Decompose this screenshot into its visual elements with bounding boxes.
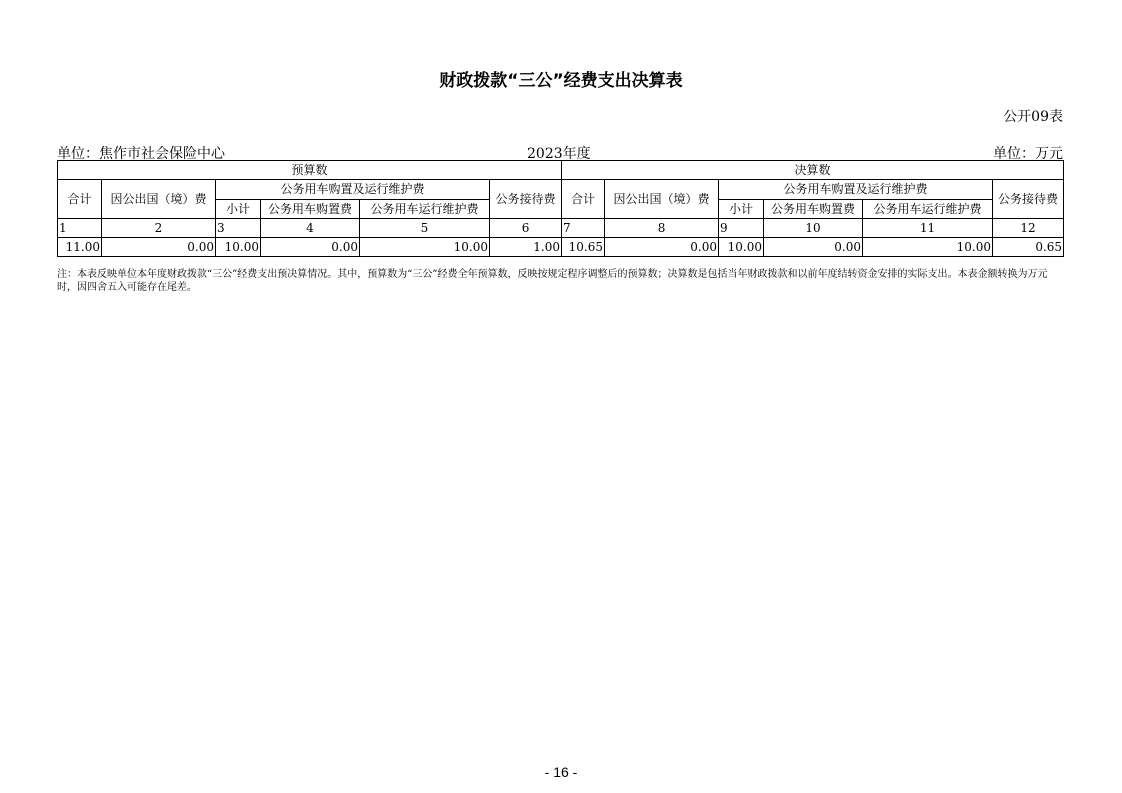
final-reception-value: 0.65 bbox=[993, 238, 1064, 257]
final-abroad-value: 0.00 bbox=[605, 238, 719, 257]
final-subtotal-header: 小计 bbox=[719, 199, 764, 219]
budget-vehicle-purchase-header: 公务用车购置费 bbox=[261, 199, 360, 219]
col-number: 3 bbox=[216, 219, 261, 238]
fiscal-year: 2023年度 bbox=[527, 146, 591, 162]
form-number: 公开09表 bbox=[1003, 109, 1063, 125]
budget-abroad-header: 因公出国（境）费 bbox=[102, 180, 216, 219]
budget-reception-header: 公务接待费 bbox=[490, 180, 562, 219]
col-number: 2 bbox=[102, 219, 216, 238]
final-vehicle-purchase-header: 公务用车购置费 bbox=[764, 199, 863, 219]
col-number: 11 bbox=[863, 219, 993, 238]
col-number: 12 bbox=[993, 219, 1064, 238]
col-number: 4 bbox=[261, 219, 360, 238]
column-header-row bbox=[58, 180, 1064, 200]
col-number: 8 bbox=[605, 219, 719, 238]
final-vehicle-operation-header: 公务用车运行维护费 bbox=[863, 199, 993, 219]
budget-subtotal-header: 小计 bbox=[216, 199, 261, 219]
final-reception-header: 公务接待费 bbox=[993, 180, 1064, 219]
budget-subtotal-value: 10.00 bbox=[216, 238, 261, 257]
col-number: 9 bbox=[719, 219, 764, 238]
three-public-expenses-table bbox=[57, 160, 1064, 257]
final-vehicle-operation-value: 10.00 bbox=[863, 238, 993, 257]
value-row bbox=[58, 238, 1064, 257]
currency-unit: 单位：万元 bbox=[993, 146, 1063, 162]
budget-vehicle-operation-value: 10.00 bbox=[360, 238, 490, 257]
final-group-header: 决算数 bbox=[562, 161, 1064, 180]
final-vehicle-group-header: 公务用车购置及运行维护费 bbox=[719, 180, 993, 200]
final-vehicle-purchase-value: 0.00 bbox=[764, 238, 863, 257]
budget-reception-value: 1.00 bbox=[490, 238, 562, 257]
col-number: 7 bbox=[562, 219, 605, 238]
col-number: 5 bbox=[360, 219, 490, 238]
reporting-unit: 单位：焦作市社会保险中心 bbox=[57, 146, 225, 162]
table-title: 财政拨款“三公”经费支出决算表 bbox=[439, 71, 683, 91]
budget-vehicle-purchase-value: 0.00 bbox=[261, 238, 360, 257]
final-total-value: 10.65 bbox=[562, 238, 605, 257]
budget-group-header: 预算数 bbox=[58, 161, 562, 180]
budget-total-value: 11.00 bbox=[58, 238, 102, 257]
budget-vehicle-group-header: 公务用车购置及运行维护费 bbox=[216, 180, 490, 200]
budget-abroad-value: 0.00 bbox=[102, 238, 216, 257]
page-number: - 16 - bbox=[544, 764, 578, 780]
budget-total-header: 合计 bbox=[58, 180, 102, 219]
final-total-header: 合计 bbox=[562, 180, 605, 219]
column-number-row bbox=[58, 219, 1064, 238]
budget-vehicle-operation-header: 公务用车运行维护费 bbox=[360, 199, 490, 219]
final-subtotal-value: 10.00 bbox=[719, 238, 764, 257]
col-number: 10 bbox=[764, 219, 863, 238]
col-number: 1 bbox=[58, 219, 102, 238]
group-header-row bbox=[58, 161, 1064, 180]
final-abroad-header: 因公出国（境）费 bbox=[605, 180, 719, 219]
col-number: 6 bbox=[490, 219, 562, 238]
table-footnote: 注：本表反映单位本年度财政拨款“三公”经费支出预决算情况。其中，预算数为“三公”经费全年预算数，反映按规定程序调整后的预算数；决算数是包括当年财政拨款和以前年度结转资金安排的实际支出。本表金额转换为万元时，因四舍五入可能存在尾差。 bbox=[57, 269, 1048, 293]
